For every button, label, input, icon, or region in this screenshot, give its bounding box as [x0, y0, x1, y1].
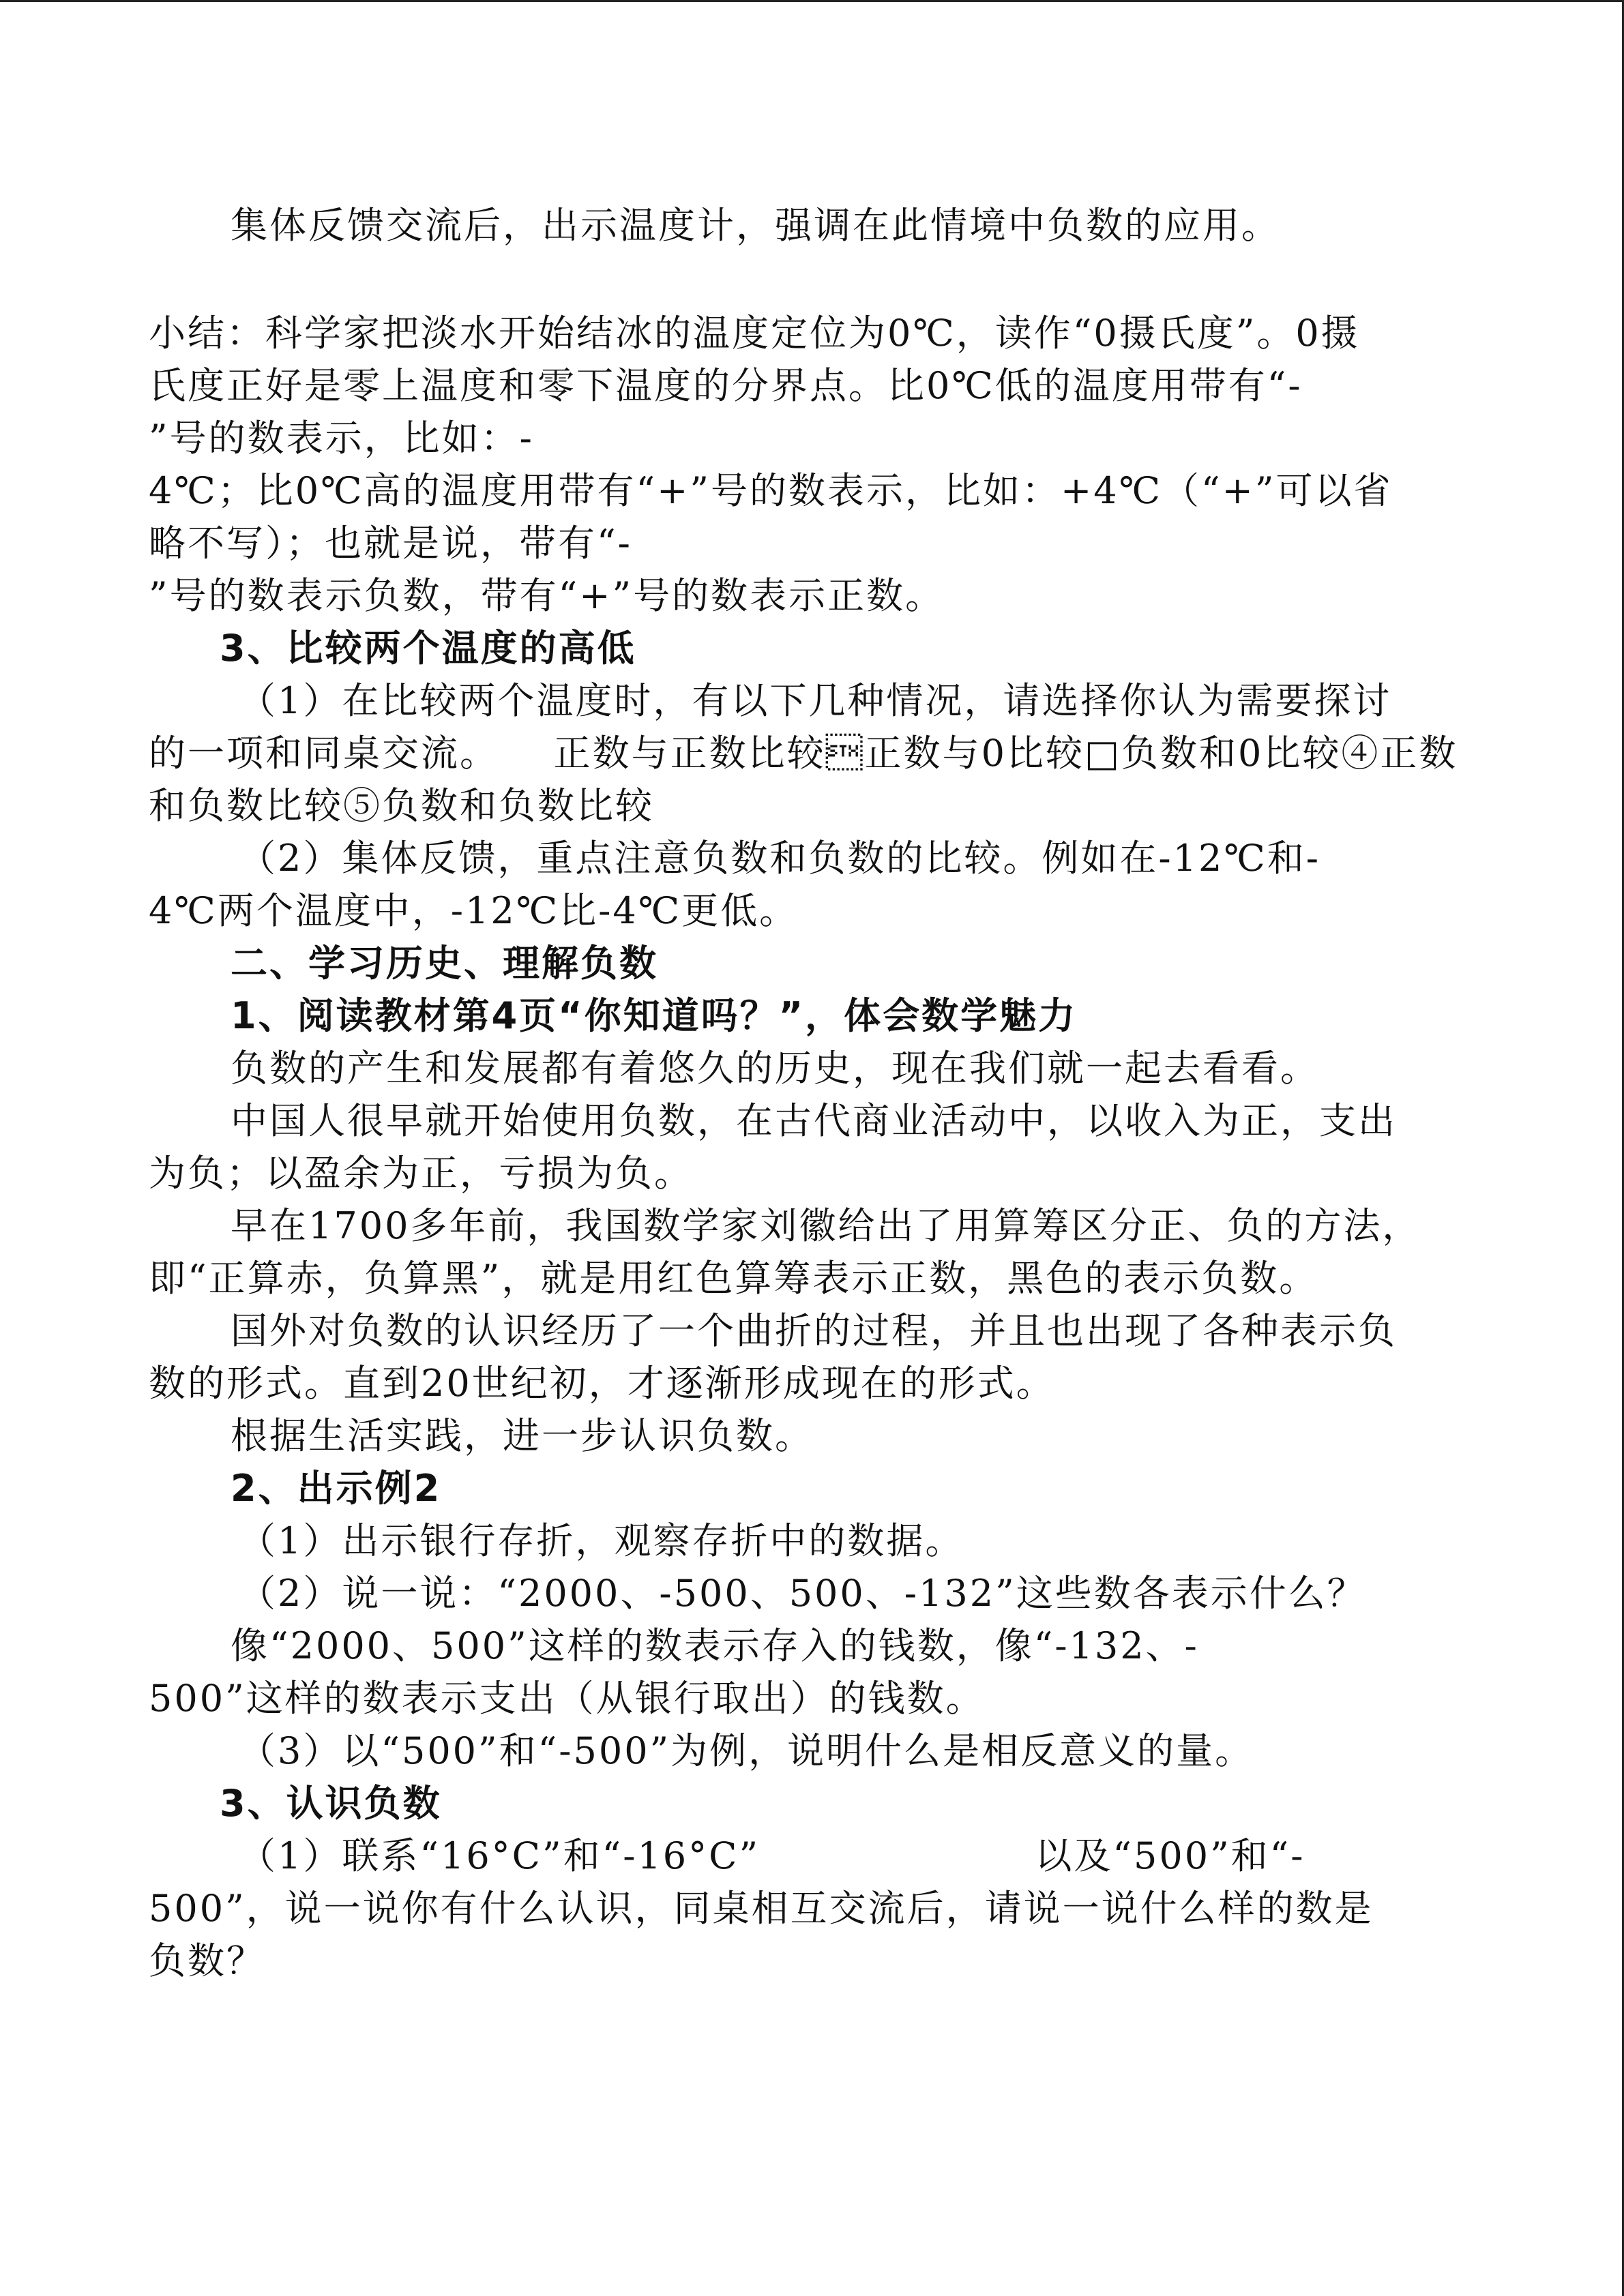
section-heading: 3、比较两个温度的高低: [220, 627, 636, 670]
section-heading: 1、阅读教材第4页“你知道吗？”，体会数学魅力: [231, 994, 1078, 1037]
paragraph-line: （2）说一说：“2000、-500、500、-132”这些数各表示什么？: [239, 1572, 1366, 1615]
paragraph-line: 像“2000、500”这样的数表示存入的钱数，像“-132、-: [231, 1624, 1199, 1667]
summary-line: 略不写）；也就是说，带有“-: [149, 522, 632, 565]
paragraph-line: 根据生活实践，进一步认识负数。: [231, 1414, 814, 1457]
paragraph-line: 500”这样的数表示支出（从银行取出）的钱数。: [149, 1677, 985, 1720]
paragraph-line: 即“正算赤，负算黑”，就是用红色算筹表示正数，黑色的表示负数。: [149, 1257, 1318, 1300]
paragraph-line: 中国人很早就开始使用负数，在古代商业活动中，以收入为正，支出: [231, 1099, 1397, 1142]
section-heading: 3、认识负数: [220, 1782, 442, 1825]
paragraph-line: （1）出示银行存折，观察存折中的数据。: [239, 1519, 964, 1562]
paragraph-line: 为负；以盈余为正，亏损为负。: [149, 1152, 693, 1195]
paragraph-line: 集体反馈交流后，出示温度计，强调在此情境中负数的应用。: [231, 204, 1280, 247]
paragraph-line: 4℃两个温度中，-12℃比-4℃更低。: [149, 889, 799, 932]
paragraph-line: 的一项和同桌交流。 正数与正数比较正数与0比较□负数和0比较④正数: [149, 732, 1458, 775]
paragraph-line: （2）集体反馈，重点注意负数和负数的比较。例如在-12℃和-: [239, 837, 1320, 880]
section-heading: 2、出示例2: [231, 1467, 442, 1510]
paragraph-line: 500”，说一说你有什么认识，同桌相互交流后，请说一说什么样的数是: [149, 1887, 1374, 1930]
paragraph-line: 国外对负数的认识经历了一个曲折的过程，并且也出现了各种表示负: [231, 1309, 1397, 1352]
summary-line: 小结：科学家把淡水开始结冰的温度定位为0℃，读作“0摄氏度”。0摄: [149, 312, 1360, 355]
paragraph-line: 和负数比较⑤负数和负数比较: [149, 784, 654, 827]
section-heading: 二、学习历史、理解负数: [231, 942, 658, 985]
summary-line: 4℃；比0℃高的温度用带有“+”号的数表示，比如：+4℃（“+”可以省: [149, 469, 1393, 512]
paragraph-line: 负数？: [149, 1939, 265, 1982]
paragraph-line: （1）联系“16°C”和“-16°C” 以及“500”和“-: [239, 1834, 1305, 1877]
paragraph-line: 负数的产生和发展都有着悠久的历史，现在我们就一起去看看。: [231, 1047, 1319, 1090]
summary-line: ”号的数表示负数，带有“+”号的数表示正数。: [149, 574, 945, 617]
paragraph-line: 早在1700多年前，我国数学家刘徽给出了用算筹区分正、负的方法，: [231, 1204, 1421, 1247]
paragraph-line: （1）在比较两个温度时，有以下几种情况，请选择你认为需要探讨: [239, 679, 1392, 722]
paragraph-line: 数的形式。直到20世纪初，才逐渐形成现在的形式。: [149, 1362, 1055, 1405]
summary-line: ”号的数表示，比如：-: [149, 417, 534, 460]
summary-line: 氏度正好是零上温度和零下温度的分界点。比0℃低的温度用带有“-: [149, 364, 1303, 407]
paragraph-line: （3）以“500”和“-500”为例，说明什么是相反意义的量。: [239, 1729, 1254, 1772]
